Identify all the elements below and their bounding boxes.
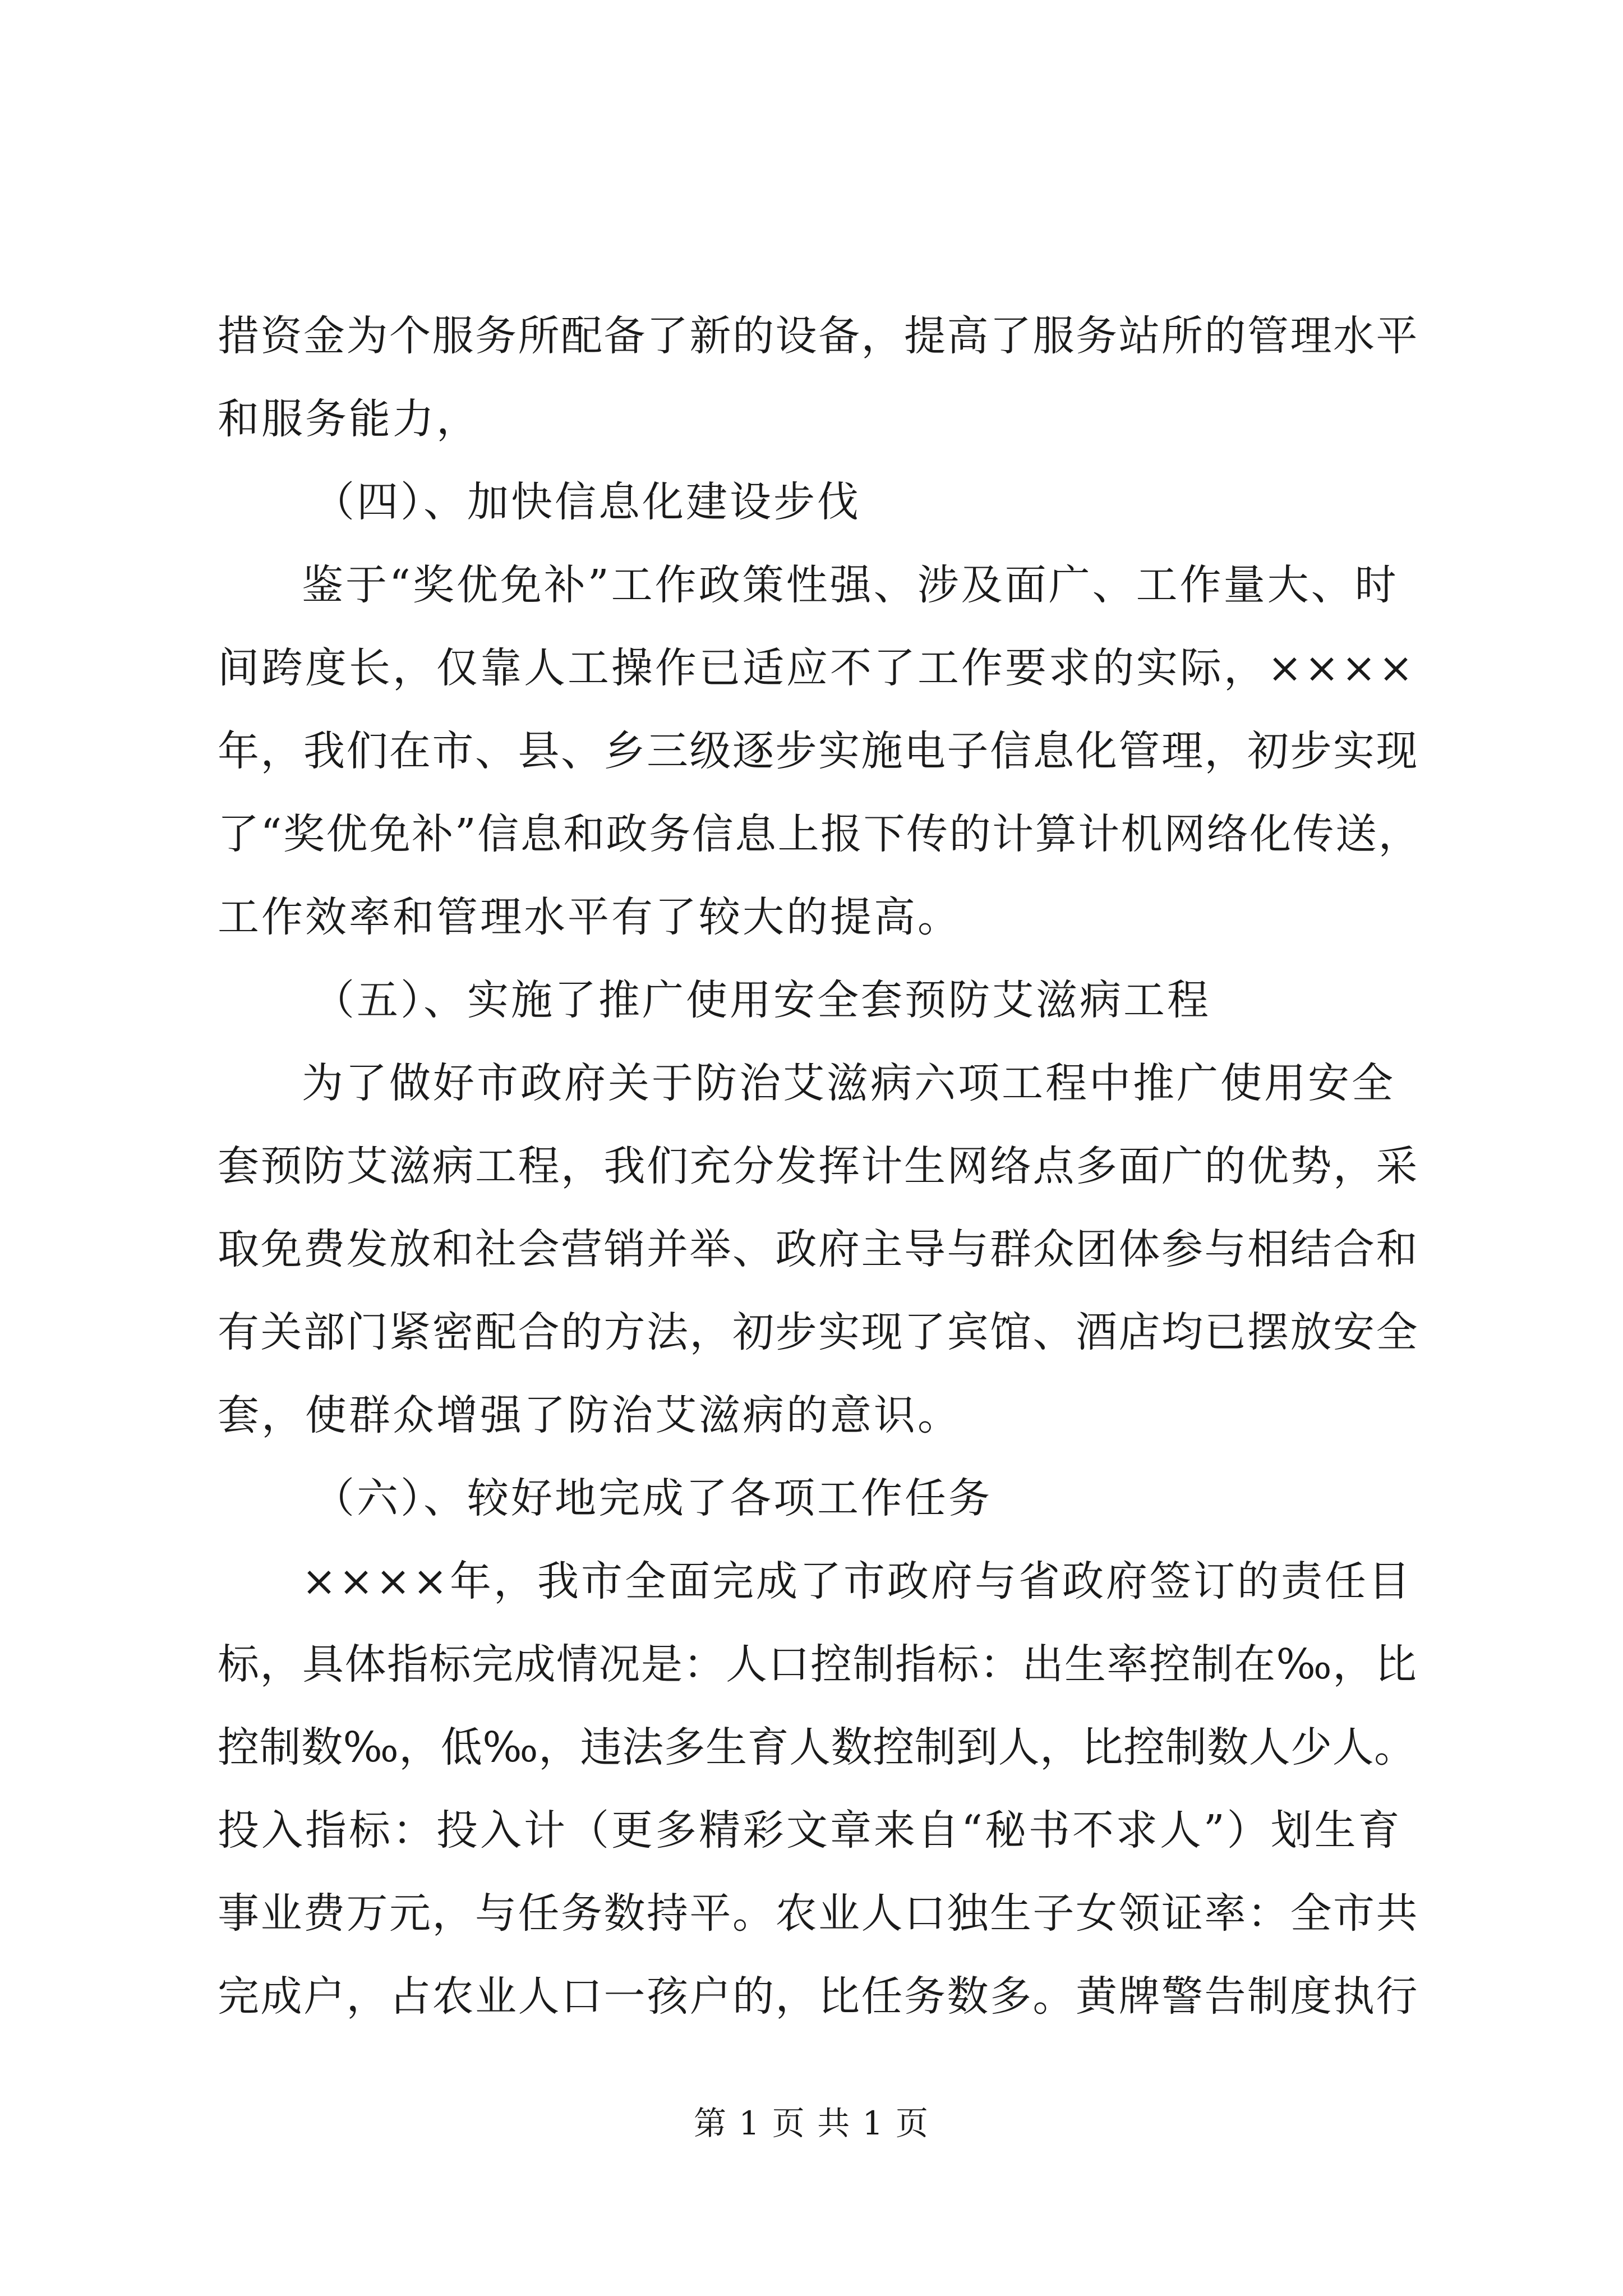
paragraph-first-line: 为了做好市政府关于防治艾滋病六项工程中推广使用安全	[302, 1059, 1395, 1107]
text-line: 了“奖优免补”信息和政务信息上报下传的计算计机网络化传送，	[218, 810, 1422, 858]
section-heading: （五）、实施了推广使用安全套预防艾滋病工程	[313, 976, 1211, 1024]
text-line: 完成户，占农业人口一孩户的，比任务数多。黄牌警告制度执行	[218, 1972, 1419, 2021]
text-line: 有关部门紧密配合的方法，初步实现了宾馆、酒店均已摆放安全	[218, 1308, 1419, 1356]
text-line: 控制数‰，低‰，违法多生育人数控制到人，比控制数人少人。	[218, 1723, 1416, 1772]
paragraph-first-line: ××××年，我市全面完成了市政府与省政府签订的责任目	[302, 1557, 1413, 1605]
text-line: 事业费万元，与任务数持平。农业人口独生子女领证率：全市共	[218, 1889, 1419, 1938]
document-body	[218, 295, 1423, 2038]
text-line: 取免费发放和社会营销并举、政府主导与群众团体参与相结合和	[218, 1225, 1419, 1273]
text-line: 套预防艾滋病工程，我们充分发挥计生网络点多面广的优势，采	[218, 1142, 1419, 1190]
text-line: 年，我们在市、县、乡三级逐步实施电子信息化管理，初步实现	[218, 727, 1419, 775]
page-number-footer: 第 1 页 共 1 页	[694, 2104, 929, 2142]
text-line: 工作效率和管理水平有了较大的提高。	[218, 893, 961, 941]
text-line: 和服务能力，	[218, 395, 480, 443]
text-line: 间跨度长，仅靠人工操作已适应不了工作要求的实际，××××	[218, 644, 1416, 692]
section-heading: （六）、较好地完成了各项工作任务	[313, 1474, 992, 1522]
text-line: 投入指标：投入计（更多精彩文章来自“秘书不求人”）划生育	[218, 1806, 1402, 1855]
paragraph-first-line: 鉴于“奖优免补”工作政策性强、涉及面广、工作量大、时	[302, 561, 1399, 609]
text-line: 措资金为个服务所配备了新的设备，提高了服务站所的管理水平	[218, 312, 1419, 360]
text-line: 标，具体指标完成情况是：人口控制指标：出生率控制在‰，比	[218, 1640, 1418, 1688]
section-heading: （四）、加快信息化建设步伐	[313, 478, 861, 526]
text-line: 套，使群众增强了防治艾滋病的意识。	[218, 1391, 961, 1439]
